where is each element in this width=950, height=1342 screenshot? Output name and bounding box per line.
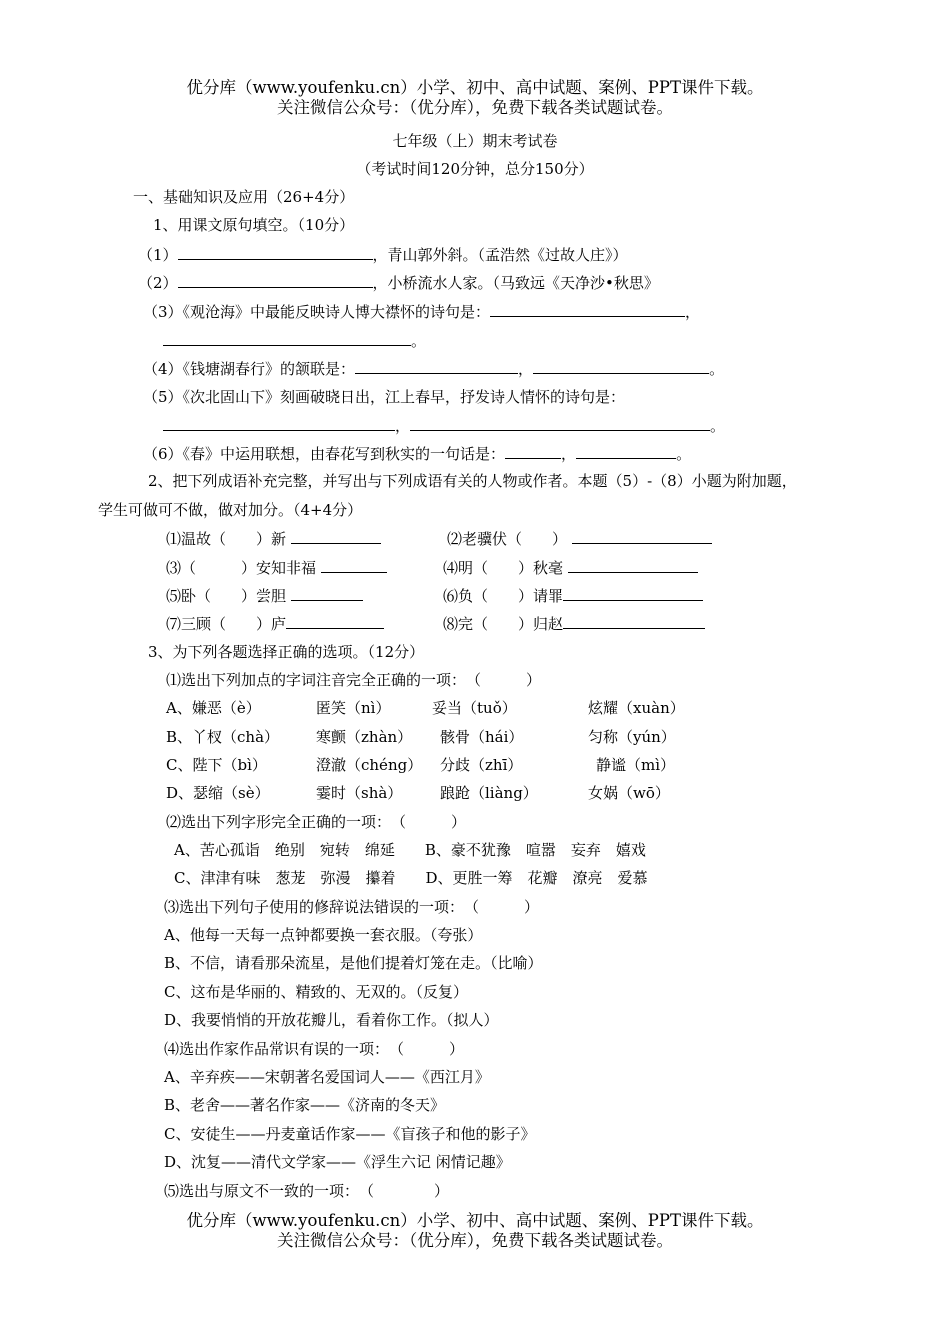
- q3-s2-row-ab: A、苦心孤诣 绝别 宛转 绵延 B、豪不犹豫 喧嚣 妄弃 嬉戏: [174, 841, 646, 859]
- q3-s1-row-a-c1: A、嫌恶（è）: [166, 699, 261, 717]
- q2-item-8: [443, 613, 705, 634]
- q1-item-6-comma: ，: [561, 445, 577, 463]
- q1-item-6-blank-a[interactable]: [505, 443, 561, 459]
- q2-item-7-blank[interactable]: [286, 613, 384, 629]
- q3-s5-prompt: ⑸选出与原文不一致的一项： （ ）: [164, 1182, 450, 1200]
- q2-item-7-text: ⑺三顾（ ）庐: [166, 615, 287, 633]
- header-line-2: 关注微信公众号：（优分库），免费下载各类试题试卷。: [277, 98, 673, 117]
- q3-s1-row-a-c2: 匿笑（nì）: [316, 699, 391, 717]
- q2-item-2: [447, 528, 712, 549]
- q1-item-1: [138, 244, 628, 265]
- q2-item-1: [166, 528, 381, 549]
- q3-s1-row-a-c4: 炫耀（xuàn）: [588, 699, 685, 717]
- q3-s4-option-a: A、辛弃疾——宋朝著名爱国词人——《西江月》: [164, 1068, 490, 1086]
- q3-s1-prompt: ⑴选出下列加点的字词注音完全正确的一项： （ ）: [166, 671, 542, 689]
- q2-item-2-blank[interactable]: [572, 528, 712, 544]
- q2-prompt-line-1: 2、把下列成语补充完整，并写出与下列成语有关的人物或作者。本题（5）-（8）小题为附加题，: [148, 472, 797, 490]
- q3-s1-row-b-c3: 骸骨（hái）: [440, 728, 524, 746]
- q3-s4-prompt: ⑷选出作家作品常识有误的一项： （ ）: [164, 1040, 465, 1058]
- q1-item-5-end: 。: [710, 417, 726, 435]
- q1-prompt: 1、用课文原句填空。（10分）: [153, 216, 355, 234]
- q3-s2-prompt: ⑵选出下列字形完全正确的一项： （ ）: [166, 813, 467, 831]
- q3-s1-row-c-c2: 澄澈（chéng）: [316, 756, 423, 774]
- q2-item-4-text: ⑷明（ ）秋毫: [443, 559, 564, 577]
- q3-s1-row-d-c2: 霎时（shà）: [316, 784, 403, 802]
- q3-s3-prompt: ⑶选出下列句子使用的修辞说法错误的一项： （ ）: [164, 898, 540, 916]
- q3-s2-row-cd: C、津津有味 葱茏 弥漫 攥着 D、更胜一筹 花瓣 潦亮 爱慕: [174, 869, 648, 887]
- q1-item-3-blank-a[interactable]: [490, 301, 685, 317]
- q1-item-1-blank[interactable]: [178, 244, 373, 260]
- q3-s1-row-a-c3: 妥当（tuǒ）: [432, 699, 517, 717]
- q2-item-3-blank[interactable]: [321, 557, 387, 573]
- q1-item-1-num: （1）: [138, 246, 178, 264]
- q3-s3-option-d: D、我要悄悄的开放花瓣儿，看着你工作。（拟人）: [164, 1011, 499, 1029]
- q1-item-4-text: （4）《钱塘湖春行》的颔联是：: [143, 360, 356, 378]
- q2-item-5-blank[interactable]: [291, 585, 363, 601]
- q2-item-6-text: ⑹负（ ）请罪: [443, 587, 564, 605]
- footer-line-2: 关注微信公众号：（优分库），免费下载各类试题试卷。: [277, 1231, 673, 1250]
- q2-prompt-line-2: 学生可做可不做，做对加分。（4+4分）: [98, 501, 363, 519]
- q1-item-4-blank-b[interactable]: [533, 358, 709, 374]
- q1-item-6-end: 。: [676, 445, 692, 463]
- q3-s1-row-b-c4: 匀称（yún）: [588, 728, 676, 746]
- q2-item-5-text: ⑸卧（ ）尝胆: [166, 587, 287, 605]
- exam-subtitle: （考试时间120分钟，总分150分）: [356, 160, 594, 178]
- q1-item-1-tail: ，青山郭外斜。（孟浩然《过故人庄》）: [372, 246, 628, 264]
- q3-s3-option-a: A、他每一天每一点钟都要换一套衣服。（夸张）: [164, 926, 483, 944]
- q2-item-4: [443, 557, 698, 578]
- q1-item-2: [138, 272, 659, 293]
- q2-item-8-text: ⑻完（ ）归赵: [443, 615, 564, 633]
- q3-s1-row-d-c4: 女娲（wō）: [588, 784, 670, 802]
- q1-item-5-blank-a[interactable]: [163, 415, 395, 431]
- q1-item-4-comma: ，: [518, 360, 534, 378]
- q3-s4-option-c: C、安徒生——丹麦童话作家——《盲孩子和他的影子》: [164, 1125, 536, 1143]
- exam-title: 七年级（上）期末考试卷: [392, 132, 558, 150]
- q1-item-6-blank-b[interactable]: [576, 443, 676, 459]
- q1-item-5-comma: ，: [395, 417, 411, 435]
- section-1-heading: 一、基础知识及应用（26+4分）: [133, 188, 355, 206]
- q1-item-2-blank[interactable]: [178, 272, 373, 288]
- q2-item-5: [166, 585, 363, 606]
- q3-prompt: 3、为下列各题选择正确的选项。（12分）: [148, 643, 425, 661]
- q1-item-3-cont: [163, 330, 426, 351]
- q2-item-6: [443, 585, 703, 606]
- q1-item-4-blank-a[interactable]: [355, 358, 518, 374]
- q2-item-1-text: ⑴温故（ ）新: [166, 530, 287, 548]
- header-line-1: 优分库（www.youfenku.cn）小学、初中、高中试题、案例、PPT课件下载。: [186, 78, 764, 97]
- q2-item-8-blank[interactable]: [563, 613, 705, 629]
- q3-s3-option-c: C、这布是华丽的、精致的、无双的。（反复）: [164, 983, 468, 1001]
- q2-item-1-blank[interactable]: [291, 528, 381, 544]
- q1-item-3: [143, 301, 700, 322]
- q1-item-5: （5）《次北固山下》刻画破晓日出，江上春早，抒发诗人情怀的诗句是：: [143, 388, 626, 406]
- q3-s1-row-c-c3: 分歧（zhī）: [440, 756, 523, 774]
- q1-item-6: [143, 443, 691, 464]
- q3-s1-row-b-c1: B、丫杈（chà）: [166, 728, 280, 746]
- q1-item-5-blank-b[interactable]: [410, 415, 710, 431]
- q2-item-3-text: ⑶（ ）安知非福: [166, 559, 317, 577]
- q3-s1-row-c-c4: 静谧（mì）: [596, 756, 676, 774]
- q2-item-2-text: ⑵老骥伏（ ）: [447, 530, 568, 548]
- q1-item-3-comma: ，: [685, 303, 701, 321]
- q1-item-2-tail: ，小桥流水人家。（马致远《天净沙•秋思》: [372, 274, 659, 292]
- q3-s4-option-d: D、沈复——清代文学家——《浮生六记 闲情记趣》: [164, 1153, 511, 1171]
- q3-s1-row-d-c1: D、瑟缩（sè）: [166, 784, 270, 802]
- q1-item-3-text: （3）《观沧海》中最能反映诗人博大襟怀的诗句是：: [143, 303, 491, 321]
- q3-s3-option-b: B、不信，请看那朵流星，是他们提着灯笼在走。（比喻）: [164, 954, 543, 972]
- q2-item-7: [166, 613, 384, 634]
- q3-s1-row-c-c1: C、陛下（bì）: [166, 756, 267, 774]
- q1-item-2-num: （2）: [138, 274, 178, 292]
- q1-item-6-text: （6）《春》中运用联想，由春花写到秋实的一句话是：: [143, 445, 506, 463]
- q3-s1-row-b-c2: 寒颤（zhàn）: [316, 728, 413, 746]
- q1-item-5-cont: [163, 415, 725, 436]
- q3-s4-option-b: B、老舍——著名作家——《济南的冬天》: [164, 1096, 446, 1114]
- q2-item-3: [166, 557, 387, 578]
- footer-line-1: 优分库（www.youfenku.cn）小学、初中、高中试题、案例、PPT课件下载。: [186, 1211, 764, 1230]
- q1-item-3-blank-b[interactable]: [163, 330, 411, 346]
- q3-s1-row-d-c3: 踉跄（liàng）: [440, 784, 538, 802]
- q1-item-3-end: 。: [411, 332, 427, 350]
- q2-item-4-blank[interactable]: [568, 557, 698, 573]
- q1-item-4: [143, 358, 724, 379]
- q2-item-6-blank[interactable]: [563, 585, 703, 601]
- q1-item-4-end: 。: [709, 360, 725, 378]
